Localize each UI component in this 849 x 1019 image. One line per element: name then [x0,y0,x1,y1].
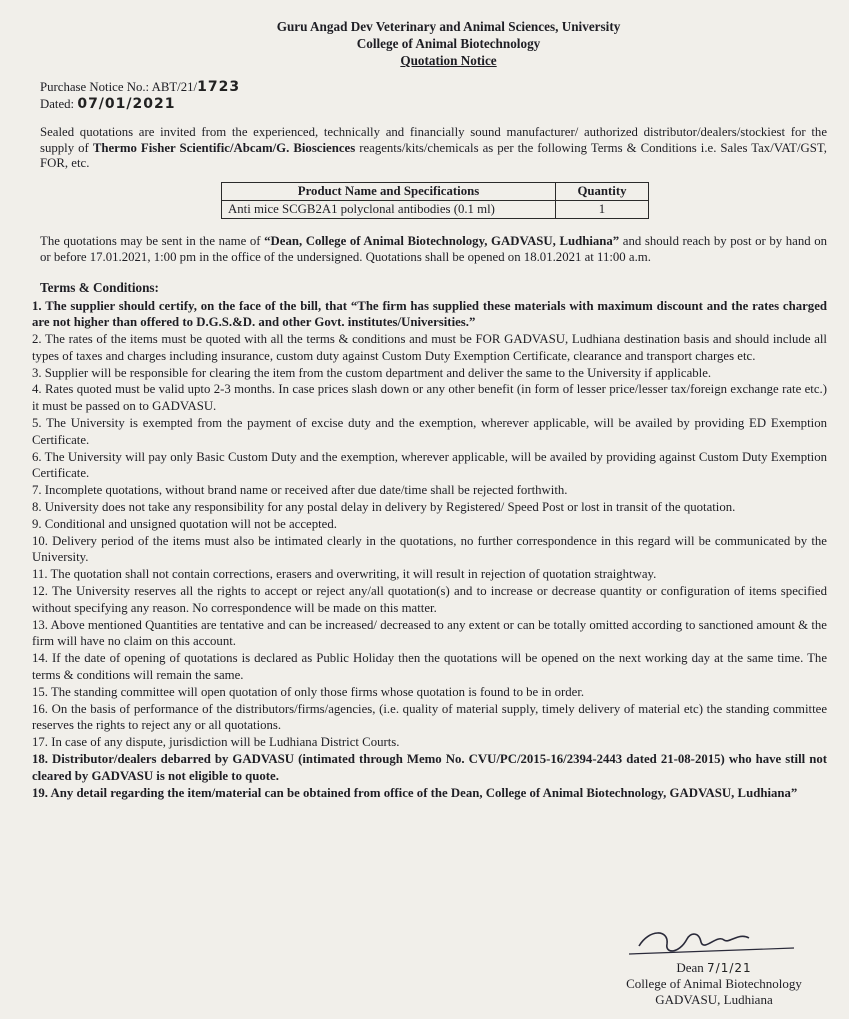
university-name: Guru Angad Dev Veterinary and Animal Sciences, University [276,19,621,34]
notice-title: Quotation Notice [400,53,497,68]
product-table [221,182,649,219]
intro-text-2: reagents/kits/chemicals as per the following Terms & Conditions i.e. Sales Tax/VAT/GST, FOR, etc. [40,140,827,170]
signature-block [599,924,829,1008]
product-cell: Anti mice SCGB2A1 polyclonal antibodies (0.1 ml) [222,200,556,218]
intro-text-1: Sealed quotations are invited from the experienced, technically and financially sound manufacturer/ authorized distributor/dealers/stockiest for the supply of [40,125,827,155]
submission-text-1: The quotations may be sent in the name of [40,233,265,248]
list-item: 19. Any detail regarding the item/material can be obtained from office of the Dean, College of Animal Biotechnology, GADVASU, Ludhiana” [32,785,798,800]
product-table-header [222,182,649,200]
list-item: 1. The supplier should certify, on the face of the bill, that “The firm has supplied these materials with maximum discount and the rates charged are not higher than offered to D.G.S.&D. and other Govt. institutes/Universities.” [32,298,827,330]
notice-meta [40,79,827,113]
notice-number-line [40,79,827,96]
date-label: Dated: [40,97,75,111]
list-item: 3. Supplier will be responsible for clearing the item from the custom department and deliver the same to the University if applicable. [32,365,712,380]
signature-date: 7/1/21 [707,961,752,975]
college-name: College of Animal Biotechnology [356,36,541,51]
table-row [222,200,649,218]
submission-text-2: and should reach by post or by hand on or before 17.01.2021, 1:00 pm in the office of the undersigned. Quotations shall be opened on 18.01.2021 at 11:00 a.m. [40,233,827,264]
submission-paragraph [40,233,827,266]
list-item: 11. The quotation shall not contain corrections, erasers and overwriting, it will result in rejection of quotation straightway. [32,567,657,582]
quantity-header: Quantity [556,182,649,200]
quantity-cell: 1 [556,200,649,218]
submission-addressee: “Dean, College of Animal Biotechnology, GADVASU, Ludhiana” [264,233,620,248]
notice-number-handwritten: 1723 [197,79,241,95]
handwritten-signature [599,924,829,964]
date-line [40,96,827,113]
list-item: 16. On the basis of performance of the distributors/firms/agencies, (i.e. quality of material supply, timely delivery of material etc) the standing committee reserves the rights to reject any or all quotations. [32,701,827,733]
list-item: 9. Conditional and unsigned quotation will not be accepted. [32,516,337,531]
list-item: 18. Distributor/dealers debarred by GADVASU (intimated through Memo No. CVU/PC/2015-16/2394-2443 dated 21-08-2015) who have still not cleared by GADVASU is not eligible to quote. [32,752,827,783]
signature-title: Dean [676,960,704,975]
terms-title: Terms & Conditions: [40,279,159,295]
signature-university: GADVASU, Ludhiana [655,992,773,1007]
list-item: 12. The University reserves all the rights to accept or reject any/all quotation(s) and to increase or decrease quantity or configuration of items specified without specifying any reason. No correspondence will be made on this matter. [32,584,827,615]
signature-scribble-icon [629,924,799,964]
list-item: 15. The standing committee will open quotation of only those firms whose quotation is found to be in order. [32,684,585,699]
list-item: 7. Incomplete quotations, without brand name or received after due date/time shall be rejected forthwith. [32,483,568,498]
intro-paragraph [40,125,827,172]
signature-college: College of Animal Biotechnology [626,976,802,991]
list-item: 13. Above mentioned Quantities are tentative and can be increased/ decreased to any extent or can be totally omitted according to sanctioned amount & the firm will have no claim on this account. [32,617,827,649]
list-item: 14. If the date of opening of quotations is declared as Public Holiday then the quotations will be opened on the next working day at the same time. The terms & conditions will remain the same. [32,651,827,683]
list-item: 6. The University will pay only Basic Custom Duty and the exemption, wherever applicable, will be availed by providing against Custom Duty Exemption Certificate. [32,449,827,481]
intro-brands: Thermo Fisher Scientific/Abcam/G. Biosciences [92,140,356,155]
product-header: Product Name and Specifications [222,182,556,200]
list-item: 8. University does not take any responsibility for any postal delay in delivery by Registered/ Speed Post or lost in transit of the quotation. [32,500,736,515]
date-handwritten: 07/01/2021 [77,96,176,112]
notice-number-label: Purchase Notice No.: ABT/21/ [40,80,198,94]
list-item: 2. The rates of the items must be quoted with all the terms & conditions and must be FOR GADVASU, Ludhiana destination basis and should include all types of taxes and charges including insurance, custom duty against Custom Duty Exemption Certificate, clearance and transport charges etc. [32,332,827,363]
list-item: 10. Delivery period of the items must also be intimated clearly in the quotations, no further correspondence in this regard will be communicated by the University. [32,533,827,565]
list-item: 5. The University is exempted from the payment of excise duty and the exemption, wherever applicable, will be availed by providing ED Exemption Certificate. [32,416,827,447]
document-header [70,18,827,69]
list-item: 17. In case of any dispute, jurisdiction will be Ludhiana District Courts. [32,735,400,750]
terms-list [32,298,827,802]
list-item: 4. Rates quoted must be valid upto 2-3 months. In case prices slash down or any other benefit (in form of lesser price/lesser tax/foreign exchange rate etc.) it must be passed on to GADVASU. [32,382,827,414]
